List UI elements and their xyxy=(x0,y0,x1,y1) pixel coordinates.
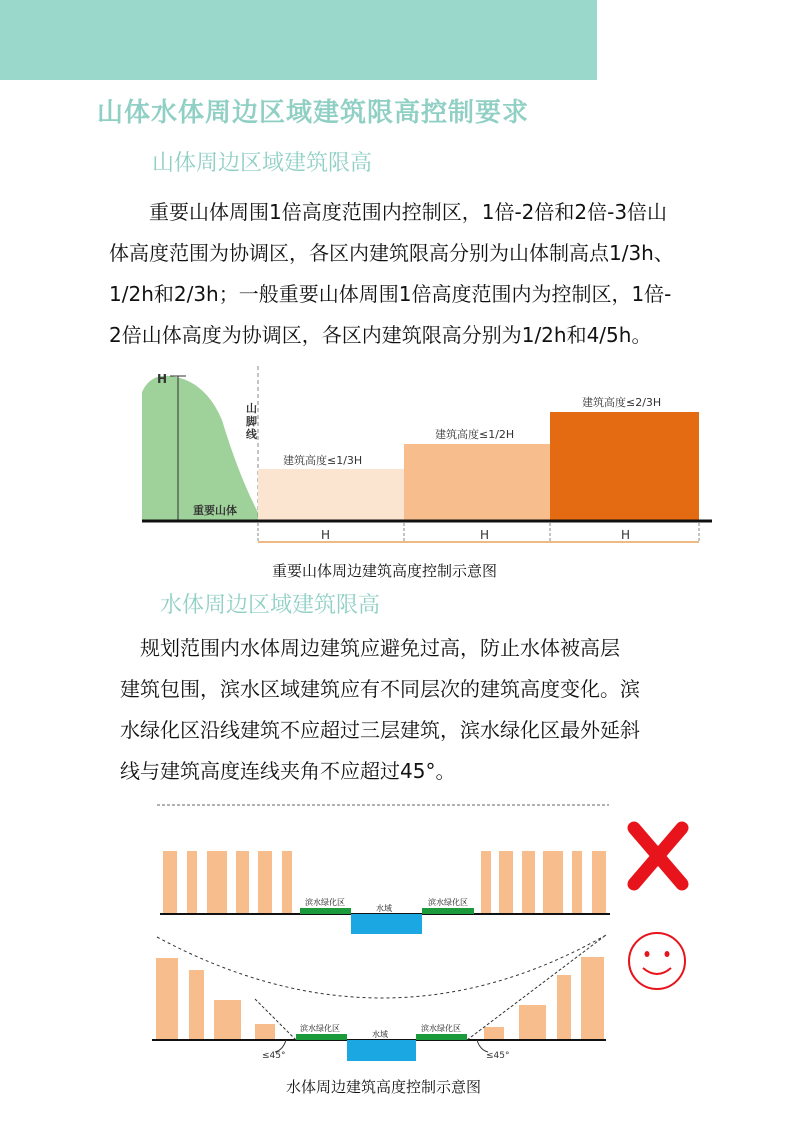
foot-line-label: 山脚线 xyxy=(246,402,257,441)
sightline-curve xyxy=(157,935,606,998)
mountain-label: 重要山体 xyxy=(193,504,237,517)
water-figure-caption: 水体周边建筑高度控制示意图 xyxy=(286,1078,482,1096)
building xyxy=(189,970,204,1040)
scale-label-1: H xyxy=(321,528,331,542)
building xyxy=(557,975,571,1040)
right-scenario-buildings xyxy=(156,957,604,1040)
right-green-label-left: 滨水绿化区 xyxy=(300,1024,340,1033)
building xyxy=(214,1000,241,1040)
building xyxy=(519,1005,546,1040)
building xyxy=(258,851,272,914)
scale-label-2: H xyxy=(480,528,490,542)
height-bar-label-2: 建筑高度≤1/2H xyxy=(435,428,515,441)
page-title: 山体水体周边区域建筑限高控制要求 xyxy=(97,98,530,128)
building xyxy=(499,851,513,914)
paragraph-line: 重要山体周围1倍高度范围内控制区，1倍-2倍和2倍-3倍山 xyxy=(109,200,668,224)
building xyxy=(255,1024,275,1040)
building xyxy=(572,851,582,914)
building xyxy=(484,1027,504,1040)
wrong-green-left xyxy=(300,908,351,914)
right-green-label-right: 滨水绿化区 xyxy=(421,1024,461,1033)
wrong-green-label-right: 滨水绿化区 xyxy=(428,898,468,907)
paragraph-line: 1/2h和2/3h；一般重要山体周围1倍高度范围内为控制区，1倍- xyxy=(109,282,672,306)
building xyxy=(581,957,604,1040)
angle-label-left: ≤45° xyxy=(262,1051,286,1061)
building xyxy=(282,851,292,914)
wrong-mark-icon xyxy=(634,828,682,884)
building xyxy=(543,851,563,914)
building xyxy=(187,851,197,914)
section-heading-mountain: 山体周边区域建筑限高 xyxy=(152,151,373,176)
right-green-right xyxy=(416,1034,467,1040)
building xyxy=(592,851,606,914)
building xyxy=(522,851,535,914)
right-water-label: 水域 xyxy=(372,1030,388,1039)
height-bar-label-1: 建筑高度≤1/3H xyxy=(283,454,363,467)
wrong-water-label: 水域 xyxy=(376,904,392,913)
mountain-figure-caption: 重要山体周边建筑高度控制示意图 xyxy=(272,562,498,580)
building xyxy=(156,958,178,1040)
section-heading-water: 水体周边区域建筑限高 xyxy=(160,593,381,618)
building xyxy=(236,851,249,914)
right-water xyxy=(347,1040,416,1061)
angle-label-right: ≤45° xyxy=(486,1051,510,1061)
paragraph-line: 水绿化区沿线建筑不应超过三层建筑，滨水绿化区最外延斜 xyxy=(120,718,640,742)
building xyxy=(207,851,227,914)
wrong-green-right xyxy=(422,908,474,914)
paragraph-line: 建筑包围，滨水区域建筑应有不同层次的建筑高度变化。滨 xyxy=(120,677,640,701)
paragraph-line: 2倍山体高度为协调区，各区内建筑限高分别为1/2h和4/5h。 xyxy=(109,323,652,347)
paragraph-line: 体高度范围为协调区，各区内建筑限高分别为山体制高点1/3h、 xyxy=(109,241,674,265)
wrong-green-label-left: 滨水绿化区 xyxy=(305,898,345,907)
paragraph-line: 线与建筑高度连线夹角不应超过45°。 xyxy=(120,759,456,783)
paragraph-line: 规划范围内水体周边建筑应避免过高，防止水体被高层 xyxy=(120,636,620,660)
right-mark-icon xyxy=(629,933,685,989)
right-green-left xyxy=(296,1034,347,1040)
wrong-water xyxy=(351,914,422,934)
mountain-h-label: H xyxy=(157,372,168,386)
height-bar-label-3: 建筑高度≤2/3H xyxy=(582,396,662,409)
building xyxy=(163,851,177,914)
scale-label-3: H xyxy=(621,528,631,542)
building xyxy=(481,851,491,914)
